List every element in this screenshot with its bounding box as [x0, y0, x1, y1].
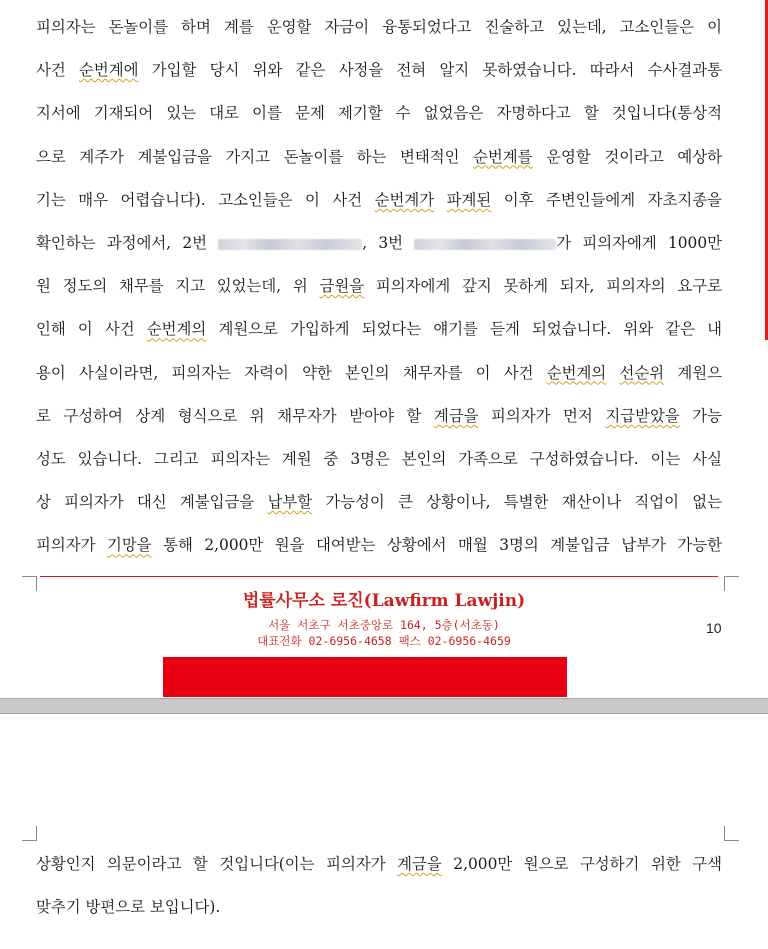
text-line: 사건 순번계에 가입할 당시 위와 같은 사정을 전혀 알지 못하였습니다. 따라서 수사결과통 — [36, 61, 722, 80]
text-line: 피의자는 돈놀이를 하며 계를 운영할 자금이 융통되었다고 진술하고 있는데, 고소인들은 이 — [36, 18, 722, 36]
spellcheck-word: 금원을 — [319, 277, 365, 296]
crop-mark-top-left — [22, 826, 37, 841]
redacted-number — [414, 239, 556, 250]
text-line: 성도 있습니다. 그리고 피의자는 계원 중 3명은 본인의 가족으로 구성하였습니다. 이는 사실 — [36, 450, 722, 468]
footer-red-block — [163, 657, 567, 697]
text-line: 상 피의자가 대신 계불입금을 납부할 가능성이 큰 상황이나, 특별한 재산이나 직업이 없는 — [36, 493, 722, 512]
text-line: 으로 계주가 계불입금을 가지고 돈놀이를 하는 변태적인 순번계를 운영할 것이라고 예상하 — [36, 147, 722, 166]
text-line: 인해 이 사건 순번계의 계원으로 가입하게 되었다는 얘기를 듣게 되었습니다. 위와 같은 내 — [36, 320, 723, 339]
spellcheck-word: 순번계에 — [79, 61, 139, 80]
spellcheck-word: 계금을 — [433, 406, 479, 425]
text-line: 맞추기 방편으로 보입니다). — [36, 898, 221, 916]
text-line: 기는 매우 어렵습니다). 고소인들은 이 사건 순번계가 파계된 이후 주변인들에게 자초지종을 — [36, 190, 722, 209]
spellcheck-word: 선순위 — [619, 363, 665, 382]
text-line: 지서에 기재되어 있는 대로 이를 문제 제기할 수 없었음은 자명하다고 할 것입니다(통상적 — [36, 104, 722, 123]
redacted-number — [218, 239, 362, 250]
text-line: 로 구성하여 상계 형식으로 위 채무자가 받아야 할 계금을 피의자가 먼저 지급받았을 가능 — [36, 406, 722, 425]
page-number: 10 — [706, 620, 722, 636]
text-line: 피의자가 기망을 통해 2,000만 원을 대여받는 상황에서 매월 3명의 계불입금 납부가 가능한 — [36, 536, 722, 555]
spellcheck-word: 지급받았을 — [605, 406, 680, 425]
spellcheck-word: 기망을 — [106, 536, 152, 555]
firm-name: 법률사무소 로진(Lawfirm Lawjin) — [242, 591, 526, 611]
spellcheck-word: 순번계의 — [146, 320, 207, 339]
text-line: 확인하는 과정에서, 2번 , 3번 가 피의자에게 1000만 — [36, 234, 722, 252]
text-line: 상황인지 의문이라고 할 것입니다(이는 피의자가 계금을 2,000만 원으로 구성하기 위한 구색 — [36, 855, 722, 873]
firm-address: 서울 서초구 서초중앙로 164, 5층(서초동) — [268, 618, 500, 632]
document-page-11 — [0, 714, 768, 949]
spellcheck-word: 순번계의 — [546, 363, 607, 382]
spellcheck-word: 파계된 — [446, 190, 492, 209]
spellcheck-word: 계금을 — [397, 855, 442, 873]
page-separator — [0, 698, 768, 714]
spellcheck-word: 납부할 — [267, 493, 313, 512]
firm-phone: 대표전화 02-6956-4658 팩스 02-6956-4659 — [257, 634, 511, 648]
footer-divider — [40, 576, 718, 577]
text-line: 원 정도의 채무를 지고 있었는데, 위 금원을 피의자에게 갚지 못하게 되자, 피의자의 요구로 — [36, 277, 722, 296]
spellcheck-word: 순번계가 — [374, 190, 435, 209]
spellcheck-word: 순번계를 — [473, 147, 533, 166]
crop-mark-top-right — [724, 826, 739, 841]
text-line: 용이 사실이라면, 피의자는 자력이 약한 본인의 채무자를 이 사건 순번계의 선순위 계원으 — [36, 363, 722, 382]
